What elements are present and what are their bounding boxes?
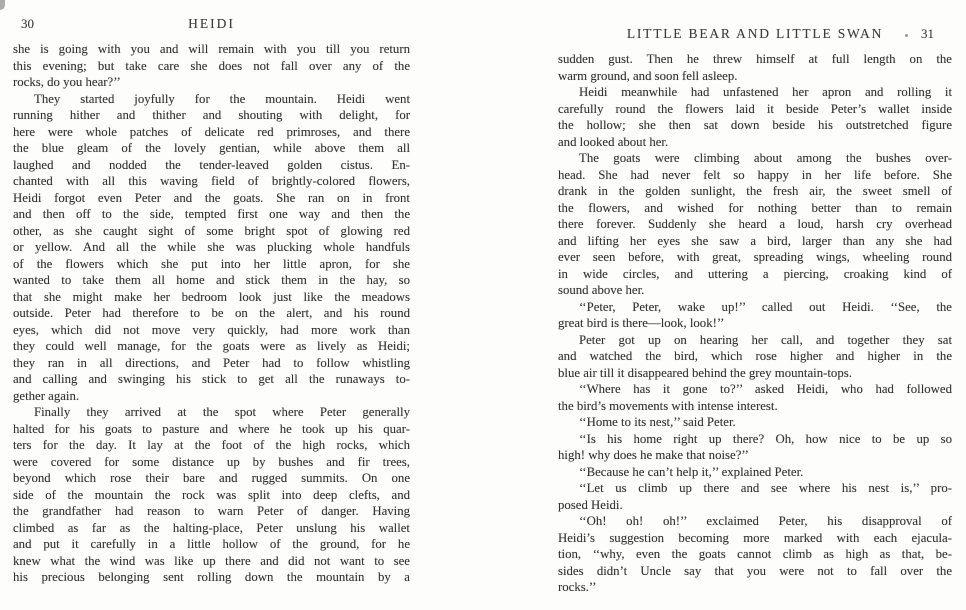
- scan-corner-artifact: [0, 0, 5, 10]
- text-line: ters for the day. It lay at the foot of the high rocks, which: [13, 438, 410, 452]
- text-line: sound above her.: [558, 283, 645, 297]
- text-line: the flowers, and wished for nothing better than to remain: [558, 200, 952, 215]
- text-line: warm ground, and soon fell asleep.: [558, 68, 738, 83]
- text-line: that she might make her bedroom look just like the meadows: [13, 289, 410, 304]
- text-line: this evening; but take care she does not fall over any of the: [13, 58, 410, 73]
- text-line: great bird is there—look, look!’’: [558, 316, 725, 330]
- text-line: the grandfather had reason to warn Peter of danger. Having: [13, 504, 410, 518]
- text-line: halted for his goats to pasture and where he took up his quar-: [13, 421, 410, 436]
- text-line: climbed as far as the halting-place, Peter unslung his wallet: [13, 520, 410, 535]
- text-line: The goats were climbing about among the bushes over-: [579, 151, 952, 165]
- text-line: and put it carefully in a little hollow of the ground, for he: [13, 537, 410, 551]
- text-line: they could well manage, for the goats were as lively as Heidi;: [13, 339, 410, 353]
- text-line: tion, ‘‘why, even the goats cannot climb as high as that, be-: [558, 547, 952, 561]
- text-line: Heidi’s suggestion becoming more marked with each ejacula-: [558, 530, 952, 545]
- text-line: wanted to take them all home and stick them in the hay, so: [13, 273, 410, 287]
- text-line: posed Heidi.: [558, 497, 623, 512]
- text-line: or yellow. And all the while she was plucking whole handfuls: [13, 240, 410, 254]
- right-page-header: [558, 26, 952, 44]
- text-line: sudden gust. Then he threw himself at full length on the: [558, 52, 952, 66]
- text-line: side of the mountain the rock was split into deep clefts, and: [13, 487, 410, 502]
- text-line: and watched the bird, which rose higher and higher in the: [558, 349, 952, 363]
- text-line: the blue gleam of the lovely gentian, while above them all: [13, 141, 410, 155]
- right-page-text: [558, 51, 952, 596]
- text-line: carefully round the flowers laid it beside Peter’s wallet inside: [558, 101, 952, 116]
- text-line: gether again.: [13, 388, 80, 403]
- text-line: high! why does he make that noise?’’: [558, 448, 749, 462]
- text-line: of the flowers which she put into her little apron, for she: [13, 256, 410, 271]
- text-line: the bird’s movements with intense interest.: [558, 398, 778, 413]
- text-line: and lifting her eyes she saw a bird, larger than any she had: [558, 233, 952, 248]
- left-page-text: [13, 41, 410, 586]
- right-running-header: LITTLE BEAR AND LITTLE SWAN: [626, 26, 884, 41]
- text-line: head. She had never felt so happy in her life before. She: [558, 167, 952, 182]
- scan-speck: [905, 34, 908, 37]
- text-line: ‘‘Home to its nest,’’ said Peter.: [579, 415, 736, 429]
- text-line: rocks, do you hear?’’: [13, 75, 121, 89]
- text-line: outside. Peter had therefore to be on the alert, and his round: [13, 306, 410, 320]
- text-line: there forever. Suddenly she heard a loud, harsh cry overhead: [558, 217, 952, 231]
- text-line: were covered for some distance up by bushes and fir trees,: [13, 454, 410, 469]
- text-line: Finally they arrived at the spot where Peter generally: [34, 405, 410, 419]
- text-line: They started joyfully for the mountain. Heidi went: [34, 91, 410, 106]
- text-line: his precious belonging sent rolling down the mountain by a: [13, 570, 410, 584]
- text-line: the hollow; she then sat down beside his outstretched figure: [558, 118, 952, 132]
- text-line: knew what the wind was like up there and did not want to see: [13, 553, 410, 568]
- right-page-number: 31: [921, 26, 934, 41]
- text-line: and looked about her.: [558, 134, 669, 149]
- text-line: and calling and swinging his stick to get all the runaways to-: [13, 372, 410, 386]
- text-line: and then off to the side, tempted first one way and then the: [13, 207, 410, 221]
- text-line: ever seen before, with great, spreading wings, wheeling round: [558, 250, 952, 264]
- text-line: laughed and nodded the tender-leaved golden cistus. En-: [13, 157, 410, 172]
- text-line: Peter got up on hearing her call, and together they sat: [579, 332, 952, 347]
- text-line: ‘‘Is his home right up there? Oh, how nice to be up so: [579, 431, 952, 446]
- text-line: other, as she caught sight of some bright spot of glowing red: [13, 223, 410, 238]
- text-line: chanted with all this waving field of brightly-colored flowers,: [13, 174, 410, 188]
- left-page-number: 30: [21, 16, 34, 31]
- text-line: Heidi meanwhile had unfastened her apron and rolling it: [579, 85, 952, 99]
- text-line: drank in the golden sunlight, the fresh air, the sweet smell of: [558, 184, 952, 198]
- text-line: ‘‘Where has it gone to?’’ asked Heidi, who had followed: [579, 382, 952, 396]
- left-page-header: [13, 16, 410, 34]
- text-line: ‘‘Because he can’t help it,’’ explained Peter.: [579, 464, 804, 479]
- text-line: running hither and thither and shouting with delight, for: [13, 108, 410, 122]
- text-line: blue air till it disappeared behind the grey mountain-tops.: [558, 365, 852, 380]
- text-line: Heidi forgot even Peter and the goats. She ran on in front: [13, 190, 410, 205]
- text-line: beyond which rose their bare and rugged summits. On one: [13, 471, 410, 485]
- text-line: ‘‘Let us climb up there and see where his nest is,’’ pro-: [579, 481, 952, 495]
- text-line: ‘‘Oh! oh! oh!’’ exclaimed Peter, his disapproval of: [579, 514, 952, 528]
- text-line: here were whole patches of delicate red primroses, and there: [13, 124, 410, 139]
- text-line: eyes, which did not move very quickly, had more work than: [13, 322, 410, 337]
- text-line: in wide circles, and uttering a piercing, croaking kind of: [558, 266, 952, 281]
- text-line: sides didn’t Uncle say that you were not to fall over the: [558, 563, 952, 578]
- text-line: they ran in all directions, and Peter had to follow whistling: [13, 355, 410, 370]
- text-line: ‘‘Peter, Peter, wake up!’’ called out Heidi. ‘‘See, the: [579, 299, 952, 314]
- text-line: rocks.’’: [558, 580, 597, 594]
- left-running-header: HEIDI: [188, 16, 235, 31]
- text-line: she is going with you and will remain with you till you return: [13, 42, 410, 56]
